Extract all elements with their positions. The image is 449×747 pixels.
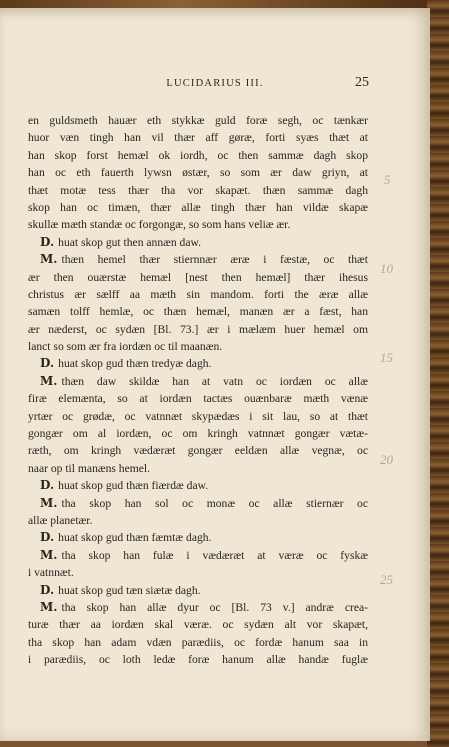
line-text: tha skop han allæ dyur oc [Bl. 73 v.] andræ crea- (61, 600, 368, 614)
text-line (28, 164, 368, 181)
line-text: firæ elemænta, so at iordæn tactæs ouænbaræ mæth vænæ (28, 392, 368, 406)
text-line (28, 390, 368, 407)
text-line (28, 321, 368, 338)
line-text: lanct so som ær fra iordæn oc til maanæn. (28, 340, 223, 354)
line-text: huat skop gut then annæn daw. (58, 235, 202, 249)
line-text: christus ær sælff aa mæth sin mandom. forti the æræ allæ (28, 287, 368, 301)
text-line (28, 112, 368, 129)
margin-line-number: 25 (380, 572, 393, 587)
line-text: thæn hemel thær stiernnær æræ i fæstæ, oc thæt (61, 253, 368, 267)
text-line (28, 147, 368, 164)
page-header (0, 75, 430, 93)
book-page (0, 8, 430, 741)
text-line (28, 303, 368, 320)
text-line (28, 251, 368, 268)
line-text: ær then ouærstæ hemæl [nest then hemæl] thær ihesus (28, 270, 368, 284)
line-text: samæn tolff hemlæ, oc thæn hemæl, manæn ær a fæst, han (28, 305, 368, 319)
line-text: i parædiis, oc loth ledæ foræ hanum allæ handæ fuglæ (28, 653, 368, 667)
margin-line-number: 15 (380, 350, 393, 365)
text-line (28, 269, 368, 286)
line-text: huat skop gud thæn fæmtæ dagh. (58, 531, 212, 545)
line-text: naar op til manæns hemel. (28, 461, 151, 475)
text-line (28, 512, 368, 529)
speaker-marker: D. (40, 582, 55, 597)
text-line (28, 442, 368, 459)
line-text: tha skop han adam vdæn parædiis, oc fordæ hanum saa in (28, 635, 368, 649)
speaker-marker: D. (40, 356, 55, 371)
text-line (28, 634, 368, 651)
text-line (28, 355, 368, 372)
text-line (28, 425, 368, 442)
text-line (28, 547, 368, 564)
line-text: tha skop han sol oc monæ oc allæ stiernær oc (61, 496, 368, 510)
text-line (28, 199, 368, 216)
line-text: huat skop gud thæn fiærdæ daw. (58, 479, 209, 493)
text-line (28, 460, 368, 477)
line-text: tha skop han fulæ i vædæræt at væræ oc fyskæ (61, 548, 368, 562)
line-text: huor væn tingh han vil thær aff gøræ, forti syæs thæt at (28, 131, 368, 145)
line-text: ær næderst, oc sydæn [Bl. 73.] ær i mælæm huer hemæl om (28, 322, 368, 336)
margin-line-number: 5 (384, 172, 391, 187)
speaker-marker: M. (40, 252, 58, 267)
text-line (28, 495, 368, 512)
line-text: huat skop gud thæn tredyæ dagh. (58, 357, 212, 371)
line-text: thæt motæ tess thær tha vor skapæt. thæn sammæ dagh (28, 183, 368, 197)
line-text: skullæ mæth standæ oc forgongæ, so som hans veliæ ær. (28, 218, 291, 232)
speaker-marker: D. (40, 530, 55, 545)
line-text: en guldsmeth hauær eth stykkæ guld foræ segh, oc tænkær (28, 114, 368, 127)
text-line (28, 599, 368, 616)
page-number: 25 (355, 75, 369, 90)
text-line (28, 373, 368, 390)
text-line (28, 477, 368, 494)
text-line (28, 564, 368, 581)
text-line (28, 529, 368, 546)
line-text: skop han oc timæn, thær allæ tingh thær han vildæ skapæ (28, 200, 368, 214)
line-text: huat skop gud tæn siætæ dagh. (58, 583, 201, 597)
text-line (28, 651, 368, 668)
book-cover-edge (427, 0, 449, 747)
body-text (28, 112, 368, 669)
line-text: han oc eth fauerth lywsn østær, so som ær daw griyn, at (28, 166, 368, 180)
running-title: LUCIDARIUS III. (166, 78, 264, 89)
speaker-marker: D. (40, 234, 55, 249)
margin-line-number: 20 (380, 452, 393, 467)
text-line (28, 286, 368, 303)
text-line (28, 234, 368, 251)
speaker-marker: M. (40, 547, 58, 562)
line-text: gongær om al iordæn, oc om kringh vatnnæt gongær vætæ- (28, 427, 368, 441)
speaker-marker: M. (40, 373, 58, 388)
text-line (28, 338, 368, 355)
text-line (28, 216, 368, 233)
text-line (28, 582, 368, 599)
speaker-marker: M. (40, 599, 58, 614)
line-text: thæn daw skildæ han at vatn oc iordæn oc allæ (61, 374, 368, 388)
text-line (28, 408, 368, 425)
text-line (28, 129, 368, 146)
text-line (28, 616, 368, 633)
line-text: yrtær oc grødæ, oc vatnnæt skypædæs i sit lau, so at thæt (28, 409, 368, 423)
line-text: han skop forst hemæl ok iordh, oc then sammæ dagh skop (28, 148, 368, 162)
line-text: allæ planetær. (28, 513, 93, 527)
margin-line-number: 10 (380, 261, 393, 276)
speaker-marker: D. (40, 478, 55, 493)
line-text: turæ thær aa iordæn skal væræ. oc sydæn alt vor skapæt, (28, 618, 368, 632)
line-text: ræth, om kringh vædæræt gongær eeldæn allæ vegnæ, oc (28, 444, 368, 458)
speaker-marker: M. (40, 495, 58, 510)
line-text: i vatnnæt. (28, 566, 74, 580)
text-line (28, 182, 368, 199)
